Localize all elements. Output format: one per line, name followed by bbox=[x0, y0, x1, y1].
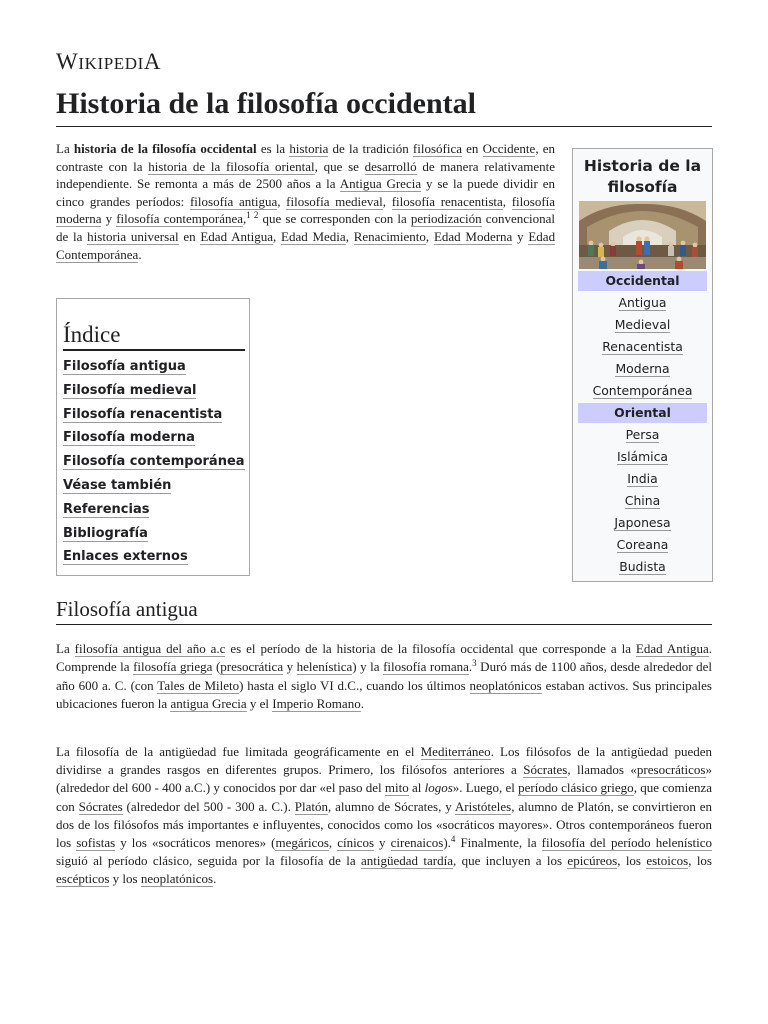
toc-item-referencias[interactable]: Referencias bbox=[63, 501, 150, 517]
toc-list bbox=[63, 356, 245, 570]
italic-term: logos bbox=[424, 780, 453, 796]
infobox-header-occidental: Occidental bbox=[578, 271, 707, 291]
infobox-link-islamica[interactable]: Islámica bbox=[616, 449, 669, 464]
infobox-link-medieval[interactable]: Medieval bbox=[614, 317, 671, 332]
infobox-link-contemporanea[interactable]: Contemporánea bbox=[592, 383, 693, 398]
inline-link[interactable]: sofistas bbox=[76, 835, 116, 851]
inline-link[interactable]: Sócrates bbox=[523, 762, 568, 778]
inline-link[interactable]: neoplatónicos bbox=[140, 871, 214, 887]
inline-link[interactable]: desarrolló bbox=[364, 158, 417, 174]
toc-item-filosofia-moderna[interactable]: Filosofía moderna bbox=[63, 430, 195, 446]
infobox-link-budista[interactable]: Budista bbox=[619, 559, 666, 574]
inline-link[interactable]: antigüedad tardía bbox=[361, 853, 453, 869]
inline-link[interactable]: Mediterráneo bbox=[420, 744, 491, 759]
inline-link[interactable]: Aristóteles bbox=[454, 798, 512, 814]
antigua-paragraph-2: La filosofía de la antigüedad fue limitada geográficamente en el Mediterráneo. Los filósofos de la antigüedad pueden dividirse a grandes rasgos en diferentes grupos. Primero, los filósofos anteriores a Sócrates, llamados «presocráticos» (alrededor del 600 - 400 a.C.) y conocidos por dar «el paso del mito al logos». Luego, el período clásico griego, que comienza con Sócrates (alrededor del 500 - 300 a. C.). Platón, alumno de Sócrates, y Aristóteles, alumno de Platón, se convirtieron en dos de los filósofos más importantes e influyentes, conocidos como los «socráticos mayores». Otros contemporáneos fueron los sofistas y los «socráticos menores» (megáricos, cínicos y cirenaicos).$^4$ Finalmente, la filosofía del período helenístico siguió al período clásico, seguida por la filosofía de la antigüedad tardía, que incluyen a los epicúreos, los estoicos, los escépticos y los neoplatónicos. bbox=[56, 744, 713, 887]
inline-link[interactable]: filosofía antigua del año a.c bbox=[74, 641, 226, 656]
infobox-link-japonesa[interactable]: Japonesa bbox=[614, 515, 671, 530]
section-divider bbox=[56, 624, 712, 625]
inline-link[interactable]: historia de la filosofía oriental bbox=[148, 158, 315, 174]
inline-link[interactable]: filosofía renacentista bbox=[391, 193, 503, 209]
infobox-link-india[interactable]: India bbox=[627, 471, 658, 486]
inline-link[interactable]: filosofía medieval bbox=[286, 193, 383, 209]
inline-link[interactable]: megáricos bbox=[275, 835, 329, 851]
school-of-athens-painting[interactable] bbox=[579, 201, 706, 269]
inline-link[interactable]: antigua Grecia bbox=[170, 695, 247, 711]
inline-link[interactable]: Platón bbox=[294, 798, 328, 814]
infobox-link-persa[interactable]: Persa bbox=[625, 427, 660, 442]
citation-reference[interactable]: 3 bbox=[472, 658, 477, 669]
inline-link[interactable]: periodización bbox=[410, 211, 482, 227]
inline-link[interactable]: Sócrates bbox=[78, 798, 123, 814]
infobox bbox=[572, 148, 713, 582]
toc-title: Índice bbox=[63, 321, 245, 351]
toc-item-enlaces-externos[interactable]: Enlaces externos bbox=[63, 549, 188, 565]
infobox-title: Historia de la filosofía bbox=[583, 157, 702, 196]
inline-link[interactable]: Edad Contemporánea bbox=[56, 228, 556, 262]
infobox-header-oriental: Oriental bbox=[578, 403, 707, 423]
toc-item-filosofia-medieval[interactable]: Filosofía medieval bbox=[63, 382, 197, 398]
inline-link[interactable]: historia universal bbox=[87, 228, 179, 244]
infobox-link-antigua[interactable]: Antigua bbox=[618, 295, 667, 310]
inline-link[interactable]: Edad Antigua bbox=[200, 228, 273, 244]
section-title-filosofia-antigua: Filosofía antigua bbox=[56, 597, 198, 621]
inline-link[interactable]: cirenaicos bbox=[390, 835, 444, 851]
inline-link[interactable]: filosofía romana bbox=[383, 659, 469, 675]
infobox-link-china[interactable]: China bbox=[624, 493, 661, 508]
inline-link[interactable]: mito bbox=[384, 780, 409, 796]
inline-link[interactable]: Edad Media bbox=[281, 228, 346, 244]
inline-link[interactable]: historia bbox=[289, 141, 329, 156]
inline-link[interactable]: filosofía contemporánea bbox=[116, 211, 244, 227]
inline-link[interactable]: cínicos bbox=[337, 835, 375, 851]
inline-link[interactable]: Edad Moderna bbox=[433, 228, 513, 244]
inline-link[interactable]: Antigua Grecia bbox=[339, 176, 422, 192]
inline-link[interactable]: período clásico griego bbox=[518, 780, 634, 796]
infobox-link-renacentista[interactable]: Renacentista bbox=[602, 339, 683, 354]
page-title: Historia de la filosofía occidental bbox=[56, 87, 476, 120]
inline-link[interactable]: filosofía moderna bbox=[56, 193, 556, 227]
infobox-link-moderna[interactable]: Moderna bbox=[615, 361, 670, 376]
title-divider bbox=[56, 126, 712, 127]
inline-link[interactable]: neoplatónicos bbox=[469, 677, 542, 693]
inline-link[interactable]: Renacimiento bbox=[353, 228, 426, 244]
antigua-paragraph-1: La filosofía antigua del año a.c es el período de la historia de la filosofía occidental que corresponde a la Edad Antigua. Comprende la filosofía griega (presocrática y helenística) y la filosofía romana.$^3$ Duró más de 1100 años, desde alrededor del año 600 a. C. (con Tales de Mileto) hasta el siglo VI d.C., cuando los últimos neoplatónicos estaban activos. Sus principales ubicaciones fueron la antigua Grecia y el Imperio Romano. bbox=[56, 641, 712, 711]
inline-link[interactable]: Edad Antigua bbox=[635, 641, 709, 656]
table-of-contents bbox=[56, 298, 250, 576]
bold-term: historia de la filosofía occidental bbox=[73, 141, 257, 156]
inline-link[interactable]: filosófica bbox=[412, 141, 462, 156]
inline-link[interactable]: estoicos bbox=[646, 853, 689, 869]
inline-link[interactable]: helenística bbox=[296, 659, 353, 675]
intro-paragraph: La historia de la filosofía occidental es la historia de la tradición filosófica en Occidente, en contraste con la historia de la filosofía oriental, que se desarrolló de manera relativamente independiente. Se remonta a más de 2500 años a la Antigua Grecia y se la puede dividir en cinco grandes períodos: filosofía antigua, filosofía medieval, filosofía renacentista, filosofía moderna y filosofía contemporánea,$^{1 2}$ que se corresponden con la periodización convencional de la historia universal en Edad Antigua, Edad Media, Renacimiento, Edad Moderna y Edad Contemporánea. bbox=[56, 141, 556, 262]
wikipedia-logo[interactable]: WIKIPEDIA bbox=[56, 49, 162, 74]
toc-item-vease-tambien[interactable]: Véase también bbox=[63, 477, 172, 493]
citation-reference[interactable]: 4 bbox=[450, 834, 456, 845]
inline-link[interactable]: epicúreos bbox=[567, 853, 618, 869]
inline-link[interactable]: Tales de Mileto bbox=[157, 677, 240, 693]
toc-item-filosofia-antigua[interactable]: Filosofía antigua bbox=[63, 359, 186, 374]
toc-item-filosofia-contemporanea[interactable]: Filosofía contemporánea bbox=[63, 454, 245, 470]
inline-link[interactable]: Imperio Romano bbox=[272, 695, 361, 711]
inline-link[interactable]: filosofía griega bbox=[133, 659, 213, 675]
infobox-link-coreana[interactable]: Coreana bbox=[616, 537, 669, 552]
inline-link[interactable]: Occidente bbox=[482, 141, 536, 156]
inline-link[interactable]: escépticos bbox=[56, 871, 110, 887]
inline-link[interactable]: presocráticos bbox=[636, 762, 706, 778]
inline-link[interactable]: presocrática bbox=[220, 659, 284, 675]
inline-link[interactable]: filosofía antigua bbox=[189, 193, 278, 209]
toc-item-bibliografia[interactable]: Bibliografía bbox=[63, 525, 148, 541]
citation-reference[interactable]: 1 2 bbox=[246, 210, 259, 221]
inline-link[interactable]: filosofía del período helenístico bbox=[541, 835, 713, 851]
toc-item-filosofia-renacentista[interactable]: Filosofía renacentista bbox=[63, 406, 223, 422]
